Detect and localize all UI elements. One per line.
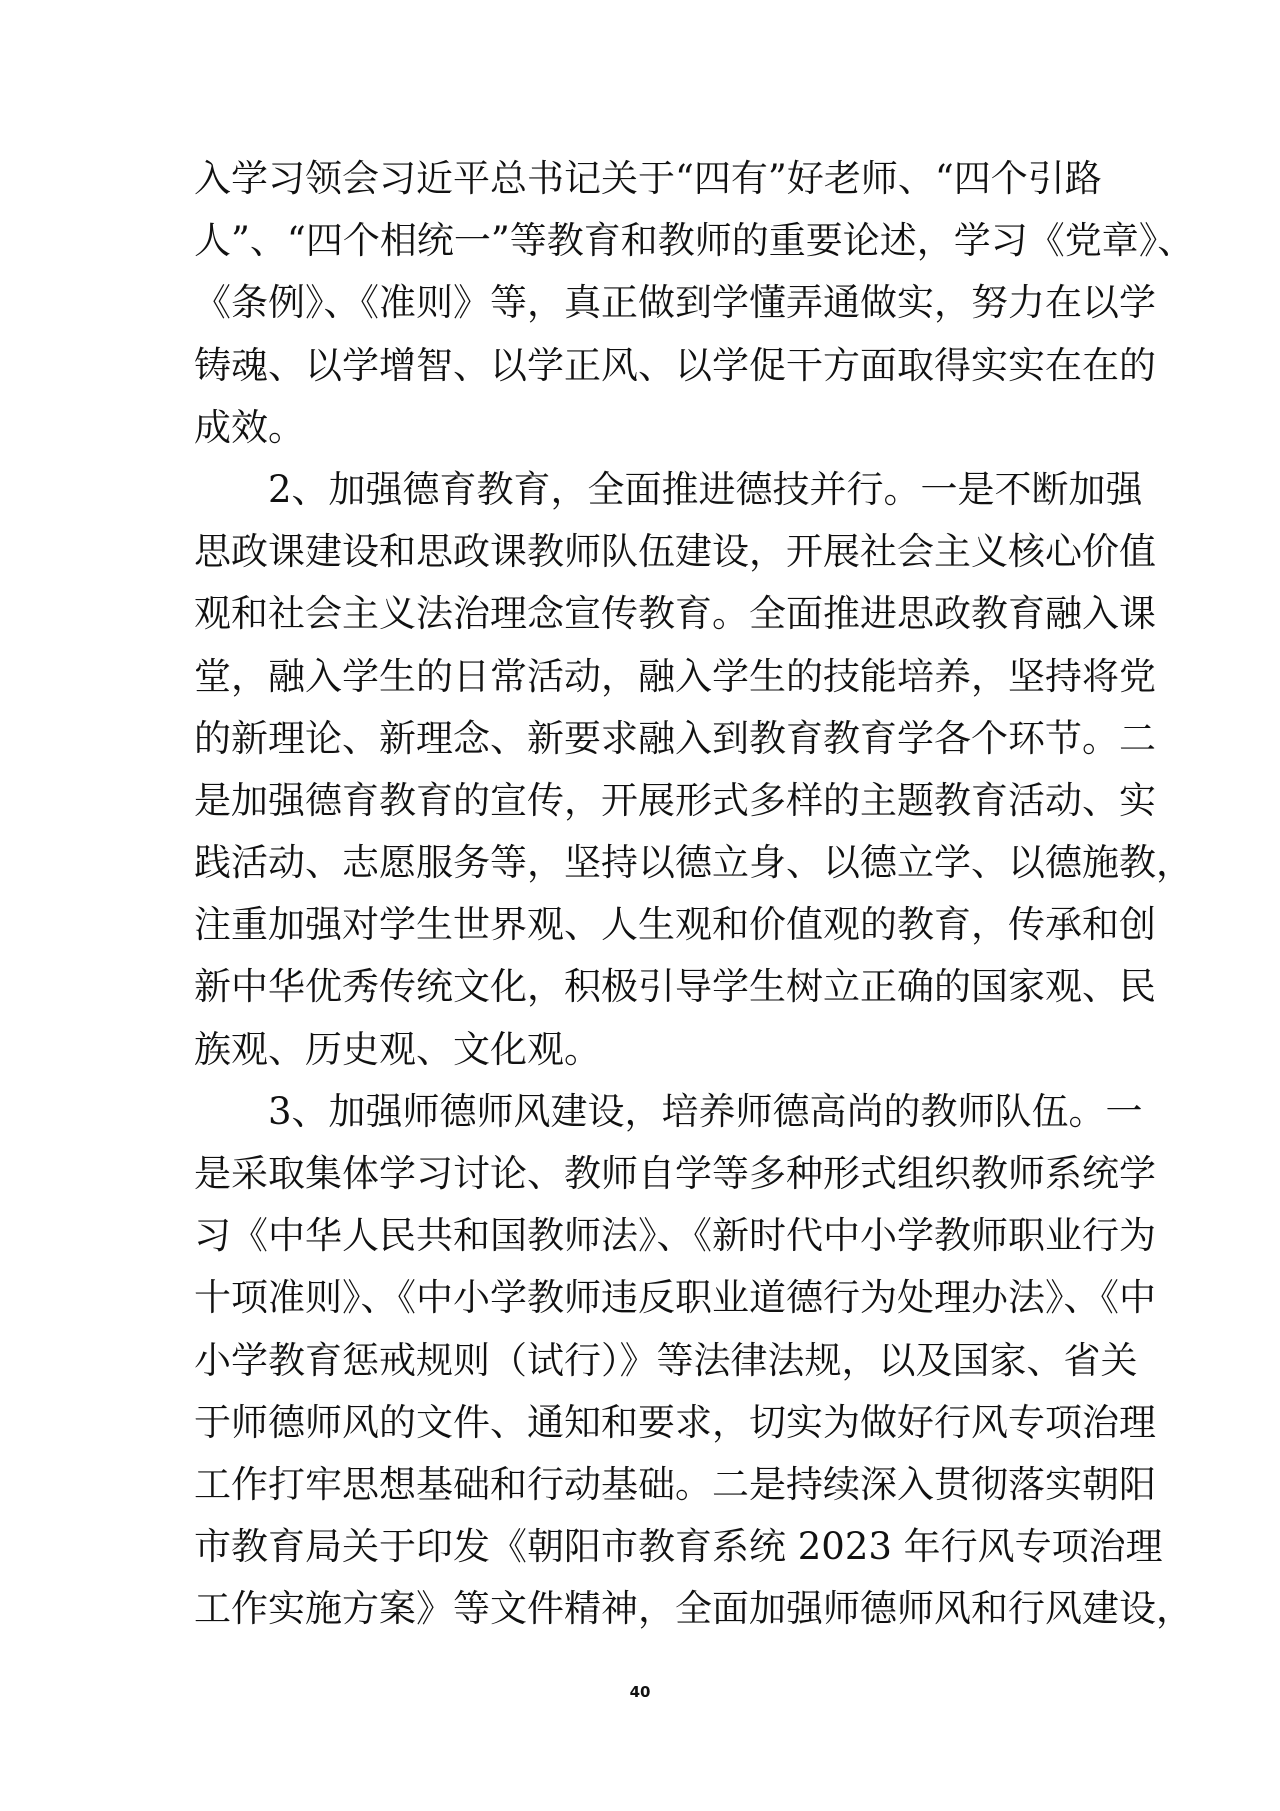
text-line: 小学教育惩戒规则（试行）》等法律法规，以及国家、省关 xyxy=(194,1338,1138,1382)
text-line: 践活动、志愿服务等，坚持以德立身、以德立学、以德施教， xyxy=(194,841,1193,885)
text-line: 人”、“四个相统一”等教育和教师的重要论述，学习《党章》、 xyxy=(194,219,1195,263)
body-text xyxy=(194,148,1195,1641)
text-line: 是加强德育教育的宣传，开展形式多样的主题教育活动、实 xyxy=(194,778,1156,822)
text-line: 工作打牢思想基础和行动基础。二是持续深入贯彻落实朝阳 xyxy=(194,1462,1156,1506)
text-line: 堂，融入学生的日常活动，融入学生的技能培养，坚持将党 xyxy=(194,654,1156,698)
text-line: 铸魂、以学增智、以学正风、以学促干方面取得实实在在的 xyxy=(194,343,1156,387)
text-line: 注重加强对学生世界观、人生观和价值观的教育，传承和创 xyxy=(194,903,1156,947)
text-line: 成效。 xyxy=(194,405,305,449)
text-line: 思政课建设和思政课教师队伍建设，开展社会主义核心价值 xyxy=(194,530,1156,574)
text-line: 习《中华人民共和国教师法》、《新时代中小学教师职业行为 xyxy=(194,1214,1156,1258)
text-line: 是采取集体学习讨论、教师自学等多种形式组织教师系统学 xyxy=(194,1152,1156,1195)
section-3-heading-line: 3、加强师德师风建设，培养师德高尚的教师队伍。一 xyxy=(268,1089,1143,1133)
text-line: 入学习领会习近平总书记关于“四有”好老师、“四个引路 xyxy=(194,157,1102,200)
text-line: 观和社会主义法治理念宣传教育。全面推进思政教育融入课 xyxy=(194,592,1156,636)
text-line: 《条例》、《准则》等，真正做到学懂弄通做实，努力在以学 xyxy=(194,281,1156,325)
page-number: 40 xyxy=(629,1683,651,1701)
text-line: 族观、历史观、文化观。 xyxy=(194,1027,601,1071)
section-2-heading-line: 2、加强德育教育，全面推进德技并行。一是不断加强 xyxy=(268,467,1143,511)
text-line: 新中华优秀传统文化，积极引导学生树立正确的国家观、民 xyxy=(194,965,1156,1009)
text-line: 于师德师风的文件、通知和要求，切实为做好行风专项治理 xyxy=(194,1400,1156,1444)
text-line: 市教育局关于印发《朝阳市教育系统 2023 年行风专项治理 xyxy=(194,1525,1163,1569)
text-line: 十项准则》、《中小学教师违反职业道德行为处理办法》、《中 xyxy=(194,1276,1156,1320)
text-line: 的新理论、新理念、新要求融入到教育教育学各个环节。二 xyxy=(194,716,1156,760)
text-line: 工作实施方案》等文件精神，全面加强师德师风和行风建设， xyxy=(194,1587,1193,1631)
